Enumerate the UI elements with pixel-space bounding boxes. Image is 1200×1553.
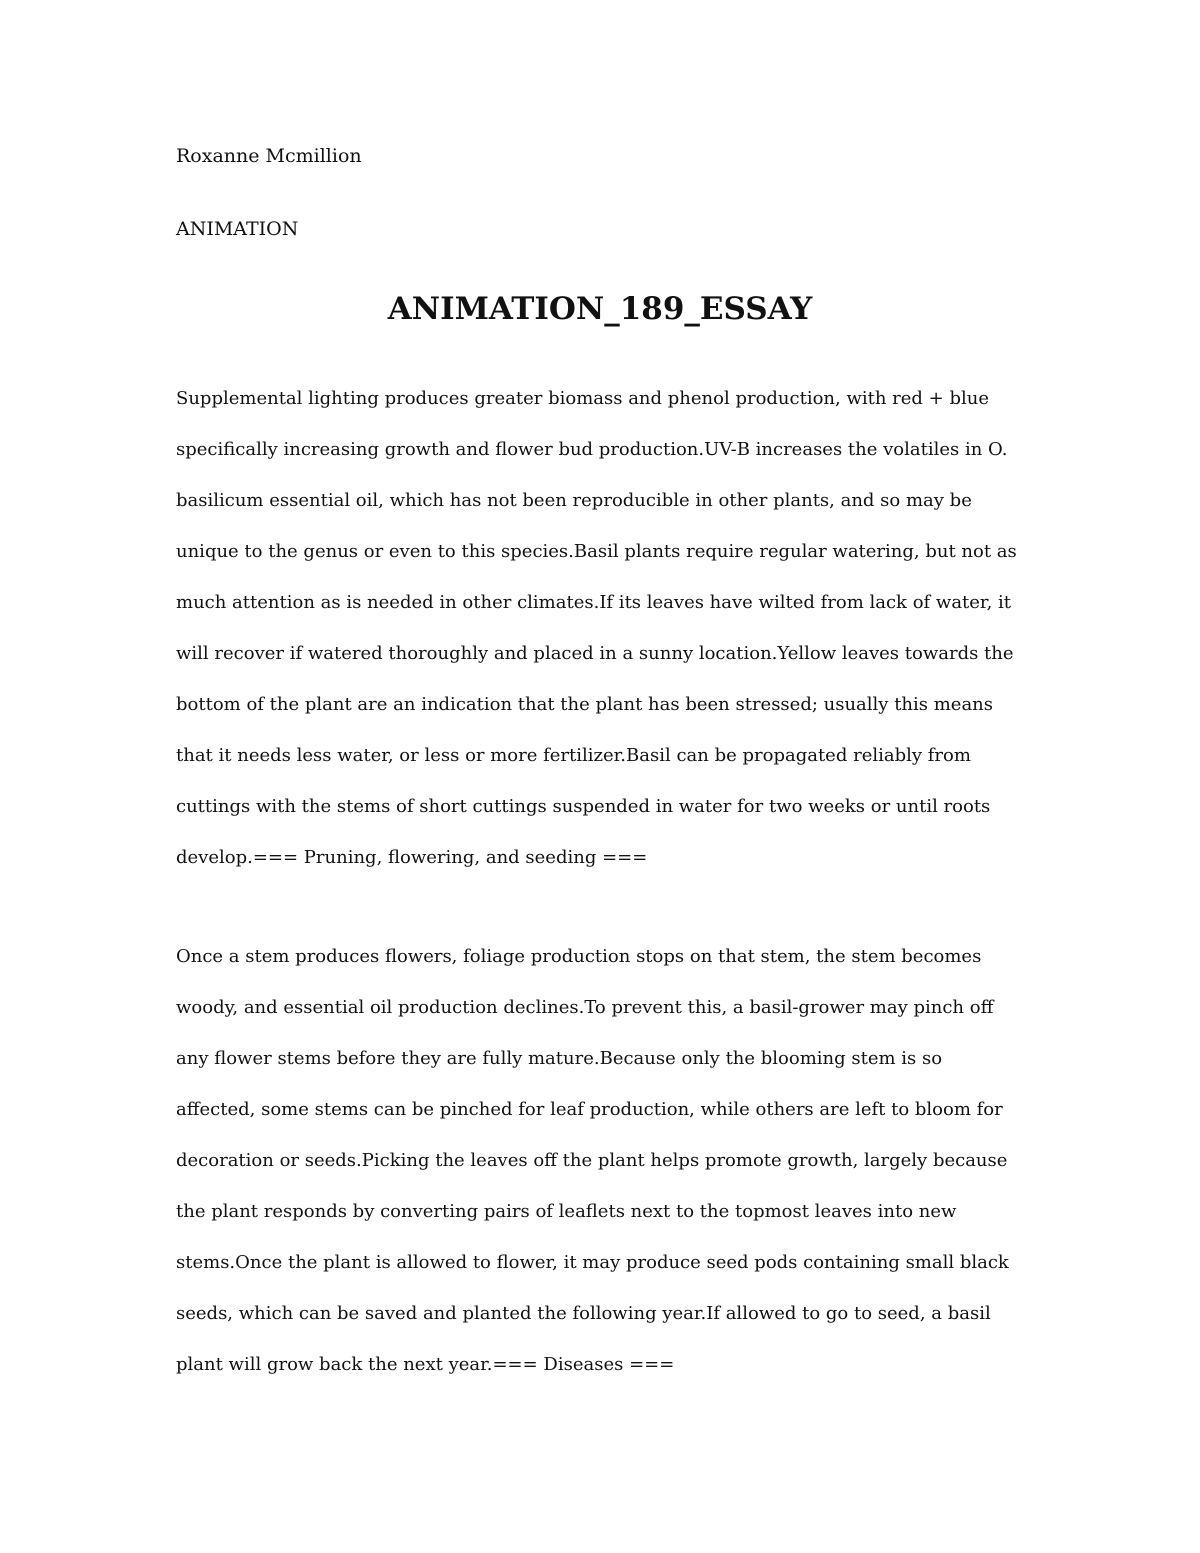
- text-line: specifically increasing growth and flower bud production.UV-B increases the volatiles in O.: [176, 439, 1008, 460]
- text-line: much attention as is needed in other climates.If its leaves have wilted from lack of water, it: [176, 592, 1011, 613]
- text-line: decoration or seeds.Picking the leaves off the plant helps promote growth, largely because: [176, 1150, 1008, 1171]
- author-name: Roxanne Mcmillion: [176, 145, 362, 167]
- text-line: unique to the genus or even to this species.Basil plants require regular watering, but not as: [176, 541, 1017, 562]
- text-line: affected, some stems can be pinched for leaf production, while others are left to bloom for: [176, 1099, 1003, 1120]
- text-line: cuttings with the stems of short cuttings suspended in water for two weeks or until roots: [176, 796, 991, 817]
- text-line: develop.=== Pruning, flowering, and seeding ===: [176, 847, 648, 868]
- text-line: basilicum essential oil, which has not been reproducible in other plants, and so may be: [176, 490, 972, 511]
- text-line: stems.Once the plant is allowed to flower, it may produce seed pods containing small black: [176, 1252, 1009, 1273]
- text-line: Supplemental lighting produces greater biomass and phenol production, with red + blue: [176, 388, 990, 409]
- text-line: any flower stems before they are fully mature.Because only the blooming stem is so: [176, 1048, 943, 1069]
- text-line: the plant responds by converting pairs of leaflets next to the topmost leaves into new: [176, 1201, 957, 1222]
- paragraph-2: [176, 944, 1036, 1403]
- text-line: bottom of the plant are an indication that the plant has been stressed; usually this means: [176, 694, 994, 715]
- course-name: ANIMATION: [176, 218, 299, 240]
- text-line: seeds, which can be saved and planted the following year.If allowed to go to seed, a basil: [176, 1303, 991, 1324]
- essay-title: ANIMATION_189_ESSAY: [387, 291, 813, 327]
- paragraph-1: [176, 386, 1036, 896]
- text-line: plant will grow back the next year.=== Diseases ===: [176, 1354, 675, 1375]
- text-line: will recover if watered thoroughly and placed in a sunny location.Yellow leaves towards the: [176, 643, 1014, 664]
- text-line: woody, and essential oil production declines.To prevent this, a basil-grower may pinch off: [176, 997, 994, 1018]
- text-line: Once a stem produces flowers, foliage production stops on that stem, the stem becomes: [176, 946, 982, 967]
- text-line: that it needs less water, or less or more fertilizer.Basil can be propagated reliably from: [176, 745, 971, 766]
